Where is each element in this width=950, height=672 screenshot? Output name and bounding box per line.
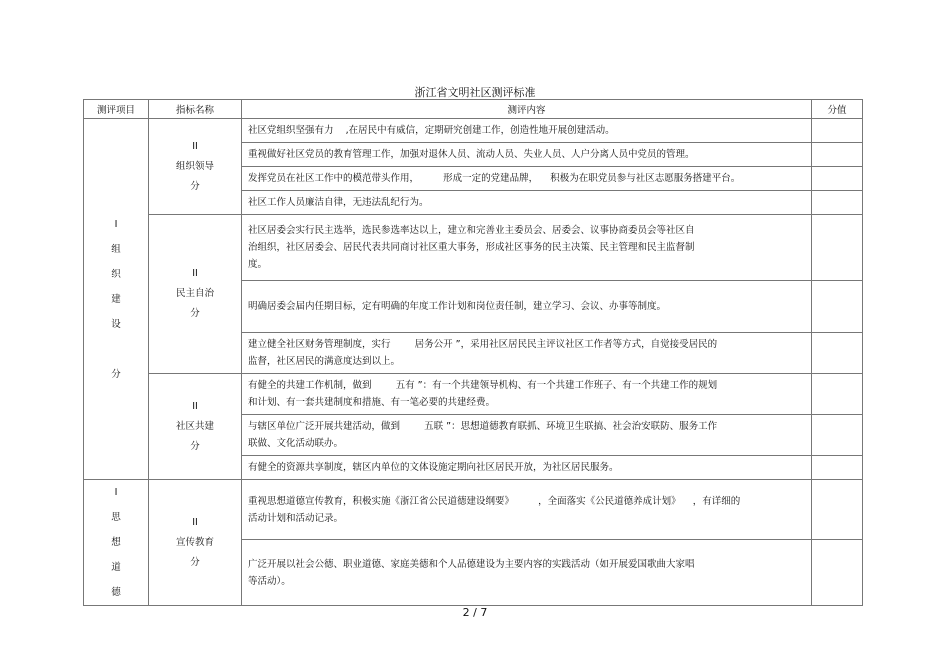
label-line: 德 bbox=[111, 587, 121, 598]
content-line: 治组织，社区居委会、居民代表共同商讨社区重大事务，形成社区事务的民主决策、民主管理和民主监督制 bbox=[248, 242, 695, 253]
page-number: 2 / 7 bbox=[462, 606, 488, 619]
label-line: 织 bbox=[111, 268, 121, 280]
roman-numeral: II bbox=[192, 268, 198, 279]
content-line: 活动计划和活动记录。 bbox=[248, 512, 344, 524]
document-title: 浙江省文明社区测评标准 bbox=[414, 86, 536, 99]
table-row bbox=[84, 480, 863, 540]
label-line: 分 bbox=[190, 180, 200, 192]
table-body bbox=[84, 119, 863, 606]
label-line: 民主自治 bbox=[175, 288, 214, 299]
content-cell bbox=[242, 480, 812, 540]
score-cell[interactable] bbox=[812, 480, 863, 540]
header-indicator: 指标名称 bbox=[149, 100, 242, 119]
content-cell bbox=[242, 119, 812, 143]
indicator-cell bbox=[149, 215, 242, 374]
label-line: 组 bbox=[111, 243, 121, 255]
table-row bbox=[84, 119, 863, 143]
roman-numeral: II bbox=[192, 140, 198, 152]
label-line: 宣传教育 bbox=[175, 536, 214, 548]
label-line: 道 bbox=[111, 562, 121, 573]
score-cell[interactable] bbox=[812, 119, 863, 143]
score-cell[interactable] bbox=[812, 333, 863, 374]
indicator-cell bbox=[149, 480, 242, 606]
evaluation-table bbox=[83, 99, 863, 606]
score-cell[interactable] bbox=[812, 191, 863, 215]
score-cell[interactable] bbox=[812, 167, 863, 191]
roman-numeral: II bbox=[192, 516, 198, 528]
indicator-cell bbox=[149, 374, 242, 480]
roman-numeral: I bbox=[114, 218, 118, 230]
content-cell bbox=[242, 281, 812, 333]
label-line: 分 bbox=[190, 556, 200, 568]
content-cell bbox=[242, 540, 812, 606]
content-line: 社区工作人员廉洁自律，无违法乱纪行为。 bbox=[248, 197, 429, 208]
label-line: 组织领导 bbox=[175, 160, 214, 172]
content-cell bbox=[242, 456, 812, 480]
label-line: 社区共建 bbox=[175, 420, 214, 432]
content-line: 联做、文化活动联办。 bbox=[248, 438, 344, 449]
content-cell bbox=[242, 191, 812, 215]
table-row bbox=[84, 215, 863, 281]
score-cell[interactable] bbox=[812, 143, 863, 167]
content-line: 社区党组织坚强有力 ,在居民中有威信，定期研究创建工作，创造性地开展创建活动。 bbox=[248, 125, 615, 136]
score-cell[interactable] bbox=[812, 281, 863, 333]
label-line: 分 bbox=[190, 308, 200, 319]
label-line: 想 bbox=[111, 537, 121, 548]
content-line: 度。 bbox=[248, 259, 268, 270]
label-line bbox=[84, 337, 148, 362]
content-cell bbox=[242, 215, 812, 281]
label-line: 分 bbox=[111, 368, 121, 380]
label-line: 思 bbox=[111, 512, 121, 523]
header-category: 测评项目 bbox=[84, 100, 149, 119]
content-line: 广泛开展以社会公德、职业道德、家庭美德和个人品德建设为主要内容的实践活动（如开展爱国歌曲大家唱 bbox=[248, 558, 695, 570]
label-line: 分 bbox=[190, 440, 200, 452]
content-line: 重视做好社区党员的教育管理工作，加强对退休人员、流动人员、失业人员、人户分离人员中党员的管理。 bbox=[248, 149, 695, 160]
content-cell bbox=[242, 167, 812, 191]
content-line: 等活动）。 bbox=[248, 575, 291, 587]
label-line: 设 bbox=[111, 318, 121, 330]
content-cell bbox=[242, 415, 812, 456]
content-line: 重视思想道德宣传教育，积极实施《浙江省公民道德建设纲要》 ，全面落实《公民道德养成计划》 ，有详细的 bbox=[248, 495, 741, 507]
category-cell bbox=[84, 480, 149, 606]
roman-numeral: I bbox=[114, 487, 118, 498]
content-line: 社区居委会实行民主选举，选民参选率达以上，建立和完善业主委员会、居委会、议事协商委员会等社区自 bbox=[248, 225, 695, 236]
content-line: 和计划、有一套共建制度和措施、有一笔必要的共建经费。 bbox=[248, 397, 496, 408]
content-line: 发挥党员在社区工作中的模范带头作用， 形成一定的党建品牌， 积极为在职党员参与社区志愿服务搭建平台。 bbox=[248, 173, 741, 184]
header-content: 测评内容 bbox=[242, 100, 812, 119]
score-cell[interactable] bbox=[812, 540, 863, 606]
content-line: 监督，社区居民的满意度达到以上。 bbox=[248, 356, 401, 367]
roman-numeral: II bbox=[192, 400, 198, 412]
indicator-cell bbox=[149, 119, 242, 215]
score-cell[interactable] bbox=[812, 374, 863, 415]
content-cell bbox=[242, 333, 812, 374]
category-cell bbox=[84, 119, 149, 480]
content-line: 明确居委会届内任期目标，定有明确的年度工作计划和岗位责任制，建立学习、会议、办事等制度。 bbox=[248, 301, 667, 312]
content-line: 建立健全社区财务管理制度，实行 居务公开 ”，采用社区居民民主评议社区工作者等方式，自觉接受居民的 bbox=[248, 339, 718, 350]
content-cell bbox=[242, 374, 812, 415]
label-line: 建 bbox=[111, 293, 121, 305]
content-line: 有健全的共建工作机制，做到 五有 ”：有一个共建领导机构、有一个共建工作班子、有一个共建工作的规划 bbox=[248, 380, 718, 391]
header-score: 分值 bbox=[812, 100, 863, 119]
content-line: 与辖区单位广泛开展共建活动，做到 五联 ”：思想道德教育联抓、环境卫生联搞、社会治安联防、服务工作 bbox=[248, 421, 718, 432]
table-header-row bbox=[84, 100, 863, 119]
score-cell[interactable] bbox=[812, 456, 863, 480]
content-line: 有健全的资源共享制度，辖区内单位的文体设施定期向社区居民开放，为社区居民服务。 bbox=[248, 462, 619, 473]
score-cell[interactable] bbox=[812, 415, 863, 456]
table-row bbox=[84, 374, 863, 415]
score-cell[interactable] bbox=[812, 215, 863, 281]
content-cell bbox=[242, 143, 812, 167]
